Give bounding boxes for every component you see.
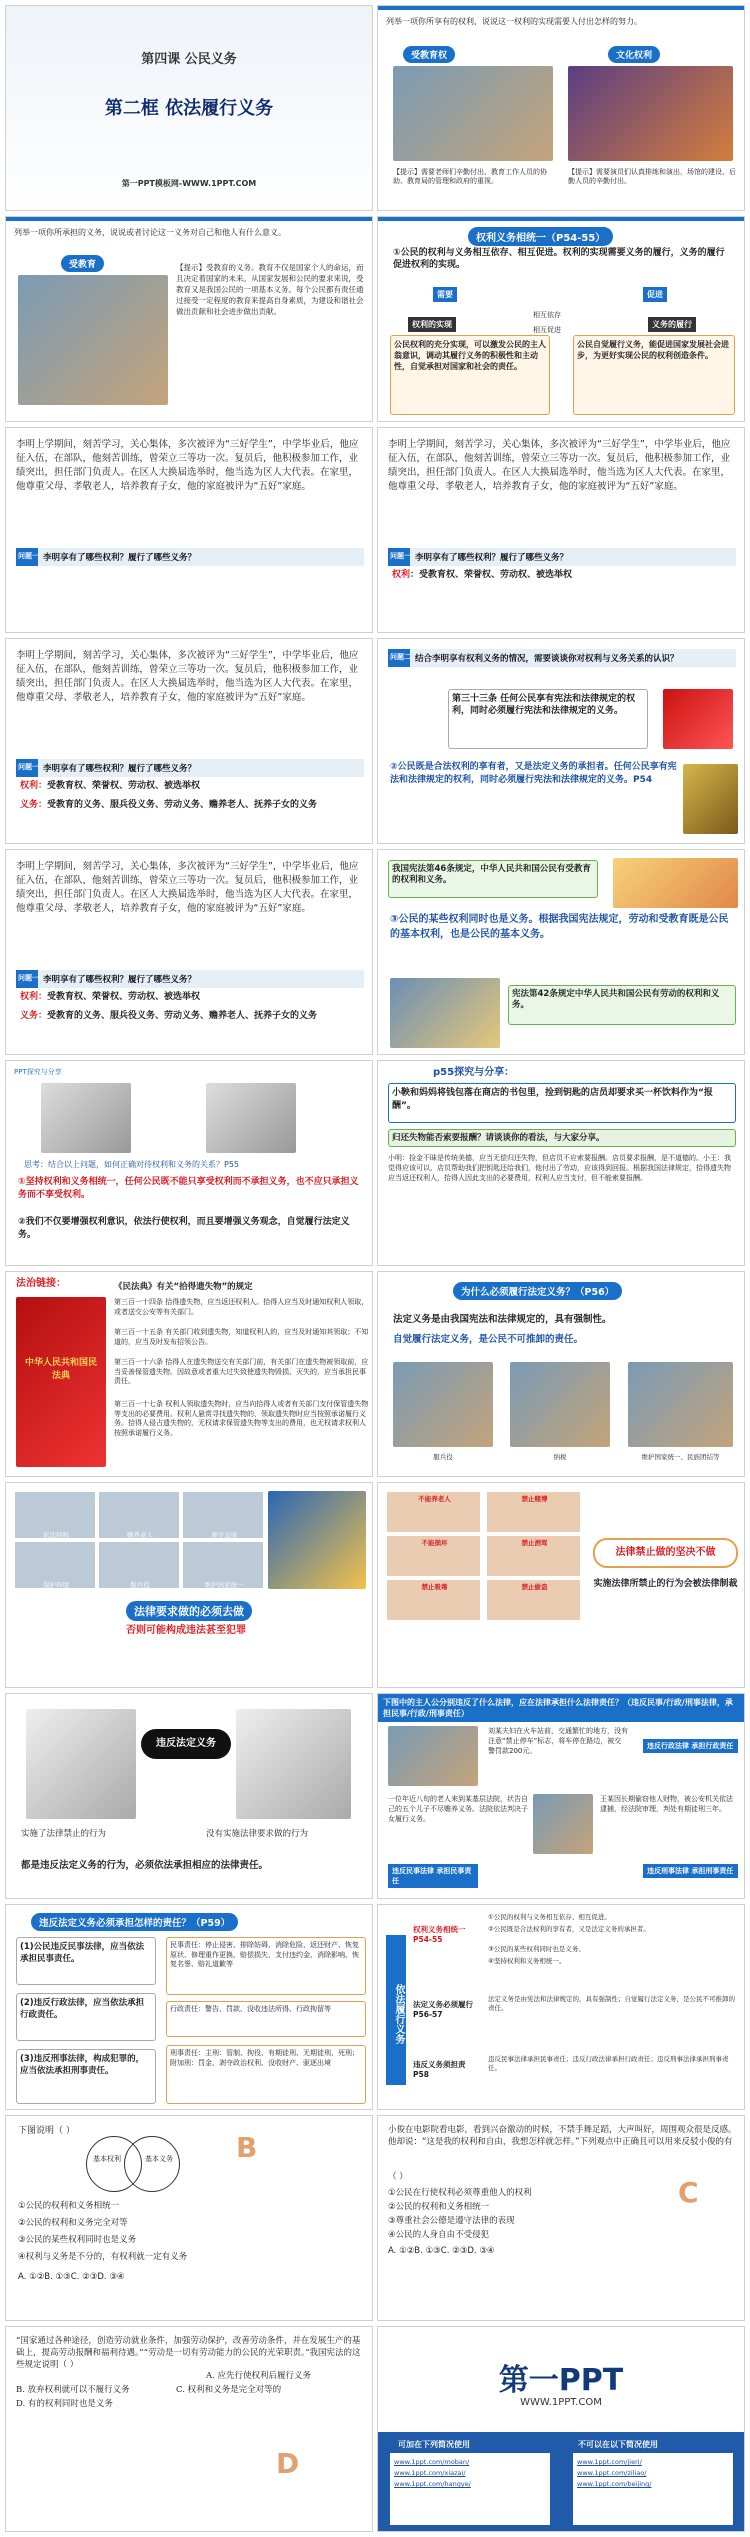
quiz-3-opt-d: D. 有的权利同时也是义务 [16,2399,113,2409]
lesson-title: 第二框 依法履行义务 [104,98,274,119]
slide-think [5,1060,373,1266]
explore-story-box [388,1083,736,1123]
criminal-liability-box [16,2049,156,2104]
case-1-image [388,1726,478,1786]
civil-detail-text: 民事责任：停止侵害、排除妨碍、消除危险、返还财产、恢复原状、修理重作更换、赔偿损失、支付违约金、消除影响、恢复名誉、赔礼道歉等 [170,1941,359,1968]
poster-image [268,1491,366,1589]
civil-liability-text: (1)公民违反民事法律，应当依法承担民事责任。 [20,1942,145,1964]
admin-liability-box [16,1993,156,2041]
forbid-3: 禁止吸毒 [386,1579,481,1621]
realize-text: 公民权利的充分实现，可以激发公民的主人翁意识，调动其履行义务的积极性和主动性，自觉承担对国家和社会的责任。 [394,340,546,371]
slide-title [5,5,373,211]
cartoon-1 [41,1083,131,1153]
question-2-label: 问题二 [390,653,411,661]
forbid-sub: 实施法律所禁止的行为会被法律制裁 [593,1579,738,1589]
mutual-label-2: 相互促进 [533,326,561,334]
question-1-label: 问题一 [18,552,39,560]
tag-education-duty: 受教育 [61,255,104,272]
slide-must-do [5,1482,373,1688]
forbid-4: 禁止赌博 [486,1491,581,1533]
story-text: 李明上学期间，刻苦学习，关心集体，多次被评为“三好学生”，中学毕业后，他应征入伍，在部队，他刻苦训练，曾荣立三等功一次。复员后，他积极参加工作，业绩突出，担任部门负责人。在区人大换届选举时，他当选为区人大代表。在家里，他尊重父母、孝敬老人，培养教育子女，他的家庭被评为“五好”家庭。 [16,650,359,703]
caption-forbidden: 实施了法律禁止的行为 [21,1829,107,1839]
criminal-detail-box [166,2045,366,2104]
quiz-1-opt4: ④权利与义务是不分的，有权利就一定有义务 [18,2252,188,2262]
rights-answer: 权利：受教育权、荣誉权、劳动权、被选举权 [392,570,573,580]
question-1-label: 问题一 [18,974,39,982]
explore-story: 小鞅和妈妈将钱包落在商店的书包里，捡到钥匙的店员却要求买一杯饮料作为“报酬”。 [392,1088,713,1111]
slide-liability [5,1904,373,2110]
cartoon-2 [206,1083,296,1153]
law-link-title: 法治链接： [16,1278,66,1289]
think-question: 思考：结合以上问题，如何正确对待权利和义务的关系？P55 [24,1160,240,1169]
branch-1b: ②公民既是合法权利的享有者，又是法定义务的承担者。 [488,1925,650,1933]
site-label: 第一PPT模板网-WWW.1PPT.COM [121,179,257,188]
slide-rights-example [377,5,745,211]
case-3-image [533,1794,593,1854]
performance-photo [568,66,733,161]
link-6[interactable]: www.1ppt.com/beijing/ [577,2480,652,2488]
quiz-2-opt1: ①公民在行使权利必须尊重他人的权利 [388,2188,532,2198]
story-text: 李明上学期间，刻苦学习，关心集体，多次被评为“三好学生”，中学毕业后，他应征入伍，在部队，他刻苦训练，曾荣立三等功一次。复员后，他积极参加工作，业绩突出，担任部门负责人。在区人大换届选举时，他当选为区人大代表。在家里，他尊重父母、孝敬老人，培养教育子女，他的家庭被评为“五好”家庭。 [16,861,359,914]
must-do-warning: 否则可能构成违法甚至犯罪 [126,1625,246,1636]
img-3: 遵守交通 [182,1491,264,1539]
admin-detail-text: 行政责任：警告、罚款、没收违法所得、行政拘留等 [170,2005,331,2013]
rights-list: 受教育权、荣誉权、劳动权、被选举权 [419,570,573,580]
branch-1d: ④坚持权利和义务相统一。 [488,1957,566,1965]
branch-2: 法定义务必须履行 P56-57 [413,2000,473,2019]
slide-rights-duties-2 [5,849,373,1055]
question-1-text: 李明享有了哪些权利？履行了哪些义务？ [415,553,569,563]
article-42-text: 宪法第42条规定中华人民共和国公民有劳动的权利和义务。 [512,989,720,1010]
quiz-1-opt2: ②公民的权利和义务完全对等 [18,2218,128,2228]
realize-title: 权利的实现 [408,317,456,332]
think-point-2: ②我们不仅要增强权利意识，依法行使权利，而且要增强义务观念，自觉履行法定义务。 [18,1217,350,1240]
civil-detail-box [166,1937,366,1995]
admin-liability-text: (2)违反行政法律，应当依法承担行政责任。 [20,1998,145,2020]
slide-cases [377,1693,745,1899]
admin-detail-box [166,2001,366,2037]
why-point-1: 法定义务是由我国宪法和法律规定的，具有强制性。 [393,1314,612,1325]
case-3-text: 王某因长期偷窃他人财物，被公安机关依法逮捕，经法院审理，判处有期徒刑三年。 [600,1795,733,1813]
story-text: 李明上学期间，刻苦学习，关心集体，多次被评为“三好学生”，中学毕业后，他应征入伍，在部队，他刻苦训练，曾荣立三等功一次。复员后，他积极参加工作，业绩突出，担任部门负责人。在区人大换届选举时，他当选为区人大代表。在家里，他尊重父母、孝敬老人，培养教育子女，他的家庭被评为“五好”家庭。 [16,439,359,492]
ending-col-1-panel [390,2453,550,2525]
tag-education-right: 受教育权 [403,46,455,63]
must-do-banner: 法律要求做的必须去做 [126,1601,252,1621]
civil-code-intro: 《民法典》有关“拾得遗失物”的规定 [114,1282,253,1292]
caption-tax: 纳税 [553,1453,567,1461]
branch-1: 权利义务相统一 P54-55 [413,1925,466,1944]
criminal-detail-text: 刑事责任：主刑：管制、拘役、有期徒刑、无期徒刑、死刑；附加刑：罚金、剥夺政治权利、没收财产、驱逐出境 [170,2049,359,2067]
case-2-tag: 违反民事法律 承担民事责任 [388,1864,478,1888]
article-46-text: 我国宪法第46条规定，中华人民共和国公民有受教育的权利和义务。 [392,864,591,885]
slide-summary [377,1904,745,2110]
explore-answer: 小明：捡金不昧是传统美德，应当无偿归还失物，但店员不应索要报酬。店员要求报酬，是不道德的。小王：我觉得应该可以，店员帮助我们把钥匙还给我们，他付出了劳动，应该得到回报。根据我国法律规定，拾得遗失物应当返还权利人，拾得人因此支出的必要费用，权利人应当支付，但不能索要报酬。 [388,1154,731,1182]
fulfil-title: 义务的履行 [648,317,696,332]
question-1-bar [388,548,736,566]
img-6: 维护国家统一 [182,1541,264,1589]
civil-code-book [16,1297,106,1467]
quiz-1-head: 下图说明（ ） [18,2126,75,2136]
slide-rights-are-duties [377,849,745,1055]
caption-military: 服兵役 [433,1453,453,1461]
quiz-1-opt3: ③公民的某些权利同时也是义务 [18,2235,137,2245]
link-2[interactable]: www.1ppt.com/xiazai/ [394,2469,466,2477]
prompt-text: 列举一项你所享有的权利，说说这一权利的实现需要人付出怎样的努力。 [386,17,642,26]
article-317: 第三百一十七条 权利人领取遗失物时，应当向拾得人或者有关部门支付保管遗失物等支出的必要费用。权利人悬赏寻找遗失物的，领取遗失物时应当按照承诺履行义务。拾得人侵占遗失物的，无权请求保管遗失物等支出的费用，也无权请求权利人按照承诺履行义务。 [114,1400,369,1437]
forbid-5: 禁止酒驾 [486,1535,581,1577]
quiz-3-opt-a: A. 应先行使权利后履行义务 [206,2371,312,2381]
need-label: 需要 [433,287,457,302]
img-2: 赡养老人 [98,1491,180,1539]
scale-illustration [683,764,738,834]
caption-1: 【提示】需要老师们辛勤付出、教育工作人员的协助、教育局的管理和政府的重视。 [393,168,547,185]
explore-question: 归还失物能否索要报酬？请谈谈你的看法，与大家分享。 [392,1133,605,1143]
article-316: 第三百一十六条 拾得人在遗失物送交有关部门前，有关部门在遗失物被领取前，应当妥善保管遗失物。因故意或者重大过失致使遗失物毁损、灭失的，应当承担民事责任。 [114,1358,369,1385]
question-1-text: 李明享有了哪些权利？履行了哪些义务？ [43,553,197,563]
caption-unity: 维护国家统一、民族团结等 [641,1453,720,1461]
quiz-3-answer: D [276,2447,300,2480]
worker-illustration [390,978,500,1048]
case-3-tag: 违反刑事法律 承担刑事责任 [643,1864,738,1878]
education-illustration [613,858,738,908]
caption-required: 没有实施法律要求做的行为 [206,1829,309,1839]
branch-3: 违反义务须担责 P58 [413,2060,466,2079]
slide-article-33 [377,638,745,844]
duties-list: 受教育的义务、服兵役义务、劳动义务、赡养老人、抚养子女的义务 [47,1011,318,1021]
book-title: 中华人民共和国民法典 [24,1358,97,1381]
point-2: ②公民既是合法权利的享有者，又是法定义务的承担者。任何公民享有宪法和法律规定的权利，同时必须履行宪法和法律规定的义务。P54 [390,762,677,785]
img-1: 依法纳税 [14,1491,96,1539]
question-1-label: 问题一 [18,763,39,771]
article-33-text: 第三十三条 任何公民享有宪法和法律规定的权利，同时必须履行宪法和法律规定的义务。 [452,694,636,716]
article-33-box [448,689,648,749]
constitution-book [663,689,733,749]
article-314: 第三百一十四条 拾得遗失物，应当返还权利人。拾得人应当及时通知权利人领取，或者送交公安等有关部门。 [114,1298,369,1316]
rights-line [20,992,200,1003]
link-5[interactable]: www.1ppt.com/ziliao/ [577,2469,647,2477]
slide-why-fulfil [377,1271,745,1477]
rights-line [20,781,200,792]
quiz-1-opt1: ①公民的权利和义务相统一 [18,2201,120,2211]
violation-bubble: 违反法定义务 [141,1729,231,1759]
duties-line [20,799,365,812]
rights-list: 受教育权、荣誉权、劳动权、被选举权 [47,781,201,791]
ending-col-2-panel [573,2453,733,2525]
civil-liability-box [16,1937,156,1985]
slide-law-link [5,1271,373,1477]
explore-question-box [388,1129,736,1147]
ending-brand: 第一PPT [498,2363,624,2398]
case-1-text: 刘某夫妇在火车站前，交通繁忙的地方，没有注意“禁止停车”标志，将车停在路边，被交警罚款200元。 [488,1727,628,1755]
duties-label: 义务： [20,800,48,810]
classroom-photo [393,66,553,161]
slide-ending [377,2326,745,2532]
circle-duties-label: 基本义务 [145,2155,173,2163]
question-1-text: 李明享有了哪些权利？履行了哪些义务？ [43,975,197,985]
summary-vertical-title: 依法履行义务 [386,1935,406,2085]
question-1-bar [16,970,364,988]
duty-text: 【提示】受教育的义务。教育不仅是国家个人的命运，而且决定着国家的未来。从国家发展和公民的要求来说，受教育又是我国公民的一项基本义务。每个公民都有责任通过接受一定程度的教育来提高自身素质，为建设和谐社会做出贡献和社会进步做出贡献。 [176,263,364,316]
quiz-2-opt3: ③尊重社会公德是遵守法律的表现 [388,2216,515,2226]
img-4: 保护环境 [14,1541,96,1589]
explore-head: p55探究与分享： [433,1067,515,1078]
unity-heading: 权利义务相统一（P54-55） [468,227,613,246]
branch-1c: ③公民的某些权利同时也是义务。 [488,1945,585,1953]
mutual-label-1: 相互依存 [533,311,561,319]
ending-url: WWW.1PPT.COM [520,2397,602,2408]
course-label: 第四课 公民义务 [141,52,237,67]
slide-quiz-1 [5,2115,373,2321]
quiz-2-choices: A. ①②B. ①③C. ②③D. ③④ [388,2246,495,2256]
point-1: ①公民的权利与义务相互依存、相互促进。权利的实现需要义务的履行，义务的履行促进权利的实现。 [393,248,725,270]
fulfil-box [573,335,735,415]
circle-rights-label: 基本权利 [93,2155,121,2163]
slide-quiz-3 [5,2326,373,2532]
forbid-2: 不能损坏 [386,1535,481,1577]
point-3: ③公民的某些权利同时也是义务。根据我国宪法规定，劳动和受教育既是公民的基本权利，也是公民的基本义务。 [390,914,729,940]
brand-label: PPT探究与分享 [14,1068,62,1076]
ending-col-1-title: 可加在下列简况使用 [398,2440,470,2449]
branch-1a: ①公民的权利与义务相互依存、相互促进。 [488,1913,611,1921]
prompt-text: 列举一项你所承担的义务，说说或者讨论这一义务对自己和他人有什么意义。 [14,228,286,237]
link-1[interactable]: www.1ppt.com/moban/ [394,2458,470,2466]
question-2-text: 结合李明享有权利义务的情况，需要谈谈你对权利与义务关系的认识？ [415,654,679,664]
promote-label: 促进 [643,287,667,302]
forbid-banner: 法律禁止做的坚决不做 [615,1547,716,1558]
quiz-2-question: 小俊在电影院看电影，看到兴奋激动的时候，不禁手舞足蹈，大声叫好，周围观众很是反感。他却说：“这是我的权利和自由，我想怎样就怎样。”下列观点中正确且可以用来反驳小俊的有 [388,2125,737,2147]
think-point-1: ①坚持权利和义务相统一，任何公民既不能只享受权利而不承担义务，也不应只承担义务而不享受权利。 [18,1177,359,1200]
link-3[interactable]: www.1ppt.com/hangye/ [394,2480,471,2488]
quiz-3-opt-c: C. 权利和义务是完全对等的 [176,2385,282,2395]
quiz-1-choices: A. ①②B. ①③C. ②③D. ③④ [18,2272,125,2282]
question-1-label: 问题一 [390,552,411,560]
article-315: 第三百一十五条 有关部门收到遗失物，知道权利人的，应当及时通知其领取；不知道的，应当及时发布招领公告。 [114,1328,369,1346]
why-point-2: 自觉履行法定义务，是公民不可推卸的责任。 [393,1334,584,1345]
why-heading: 为什么必须履行法定义务？（P56） [453,1282,622,1300]
quiz-2-opt4: ④公民的人身自由不受侵犯 [388,2230,490,2240]
slide-story-q1 [5,427,373,633]
case-1-tag: 违反行政法律 承担行政责任 [643,1739,738,1753]
cartoon-right [236,1709,351,1819]
slide-duty-example [5,216,373,422]
cases-heading: 下图中的主人公分别违反了什么法律，应在法律承担什么法律责任？（违反民事/行政/刑事法律，承担民事/行政/刑事责任） [378,1694,744,1722]
duties-list: 受教育的义务、服兵役义务、劳动义务、赡养老人、抚养子女的义务 [47,800,318,810]
photo-military [393,1362,493,1447]
quiz-3-question: “国家通过各种途径，创造劳动就业条件，加强劳动保护，改善劳动条件，并在发展生产的基础上，提高劳动报酬和福利待遇。”“劳动是一切有劳动能力的公民的光荣职责。”我国宪法的这些规定说明（ ） [16,2336,361,2370]
ending-col-2-title: 不可以在以下简况使用 [578,2440,658,2449]
question-2-bar [388,649,736,667]
quiz-2-answer: C [678,2176,699,2209]
fulfil-text: 公民自觉履行义务，能促进国家发展社会进步，为更好实现公民的权利创造条件。 [577,340,729,360]
rights-label: 权利： [20,781,48,791]
slide-unity [377,216,745,422]
criminal-liability-text: (3)违反刑事法律，构成犯罪的，应当依法承担刑事责任。 [20,2054,145,2076]
article-46-box [388,860,598,898]
article-42-box [508,985,736,1025]
forbid-1: 不能养老人 [386,1491,481,1533]
violation-conclusion: 都是违反法定义务的行为，必须依法承担相应的法律责任。 [21,1860,269,1871]
slide-story-rights [377,427,745,633]
story-text: 李明上学期间，刻苦学习，关心集体，多次被评为“三好学生”，中学毕业后，他应征入伍，在部队，他刻苦训练，曾荣立三等功一次。复员后，他积极参加工作，业绩突出，担任部门负责人。在区人大换届选举时，他当选为区人大代表。在家里，他尊重父母、孝敬老人，培养教育子女，他的家庭被评为“五好”家庭。 [388,439,731,492]
caption-2: 【提示】需要演员们认真排练和演出，场馆的建设、后勤人员的辛勤付出。 [568,168,736,185]
slide-rights-duties [5,638,373,844]
realize-box [390,335,550,415]
photo-tax [510,1362,610,1447]
duties-line [20,1010,365,1023]
quiz-2-paren: （ ） [388,2172,408,2182]
duties-label: 义务： [20,1011,48,1021]
branch-2a: 法定义务是由宪法和法律规定的，具有强制性；自觉履行法定义务，是公民不可推卸的责任。 [488,1995,735,2012]
forbid-6: 禁止偷盗 [486,1579,581,1621]
branch-3a: 违反民事法律承担民事责任；违反行政法律承担行政责任；违反刑事法律承担刑事责任。 [488,2055,729,2072]
quiz-1-answer: B [236,2131,258,2164]
img-5: 服兵役 [98,1541,180,1589]
quiz-3-opt-b: B. 放弃权利就可以不履行义务 [16,2385,130,2395]
slide-must-not-do [377,1482,745,1688]
link-4[interactable]: www.1ppt.com/jieri/ [577,2458,642,2466]
cartoon-left [26,1709,136,1819]
rights-label: 权利： [20,992,48,1002]
slide-quiz-2 [377,2115,745,2321]
rights-list: 受教育权、荣誉权、劳动权、被选举权 [47,992,201,1002]
students-photo [18,275,168,405]
question-1-bar [16,759,364,777]
rights-label: 权利 [392,570,411,580]
case-2-text: 一位年近八旬的老人来到某基层法院，状告自己的五个儿子不尽赡养义务。法院依法判决子女履行义务。 [388,1795,528,1823]
question-1-text: 李明享有了哪些权利？履行了哪些义务？ [43,764,197,774]
liability-heading: 违反法定义务必须承担怎样的责任？（P59） [31,1913,238,1931]
forbid-banner-box [593,1538,738,1568]
question-1-bar [16,548,364,566]
slide-violation [5,1693,373,1899]
quiz-2-opt2: ②公民的权利和义务相统一 [388,2202,490,2212]
photo-unity [628,1362,733,1447]
tag-culture-right: 文化权利 [608,46,660,63]
slide-explore [377,1060,745,1266]
